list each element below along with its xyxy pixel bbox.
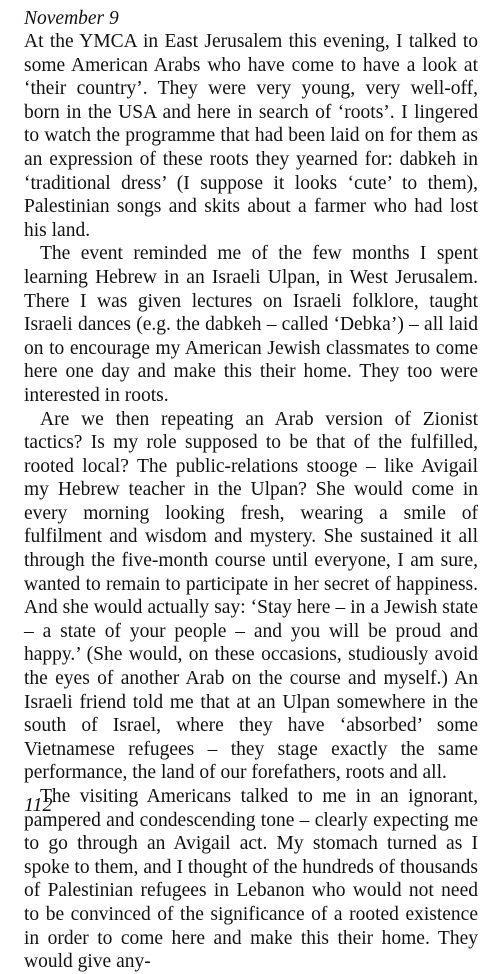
paragraph-visiting-americans: The visiting Americans talked to me in an ignorant, pampered and condescending tone – clearly expecting me to go through an Avigail act. My stomach turned as I spoke to them, and I thought of the hundreds of thousands of Palestinian refugees in Lebanon who would not need to be convinced of the significance of a rooted existence in order to come here and make this their home. They would give any- — [24, 786, 478, 973]
paragraph-zionist-tactics: Are we then repeating an Arab version of Zionist tactics? Is my role supposed to be that of the fulfilled, rooted local? The public-relations stooge – like Avigail my Hebrew teacher in the Ulpan? She would come in every morning looking fresh, wearing a smile of fulfilment and wisdom and mystery. She sustained it all through the five-month course until everyone, I am sure, wanted to remain to participate in her secret of happiness. And she would actually say: ‘Stay here – in a Jewish state – a state of your people – and you will be proud and happy.’ (She would, on these occasions, studiously avoid the eyes of another Arab on the course and myself.) An Israeli friend told me that at an Ulpan somewhere in the south of Israel, where they have ‘absorbed’ some Vietnamese refugees – they stage exactly the same performance, the land of our forefathers, roots and all. — [24, 408, 478, 784]
paragraph-ulpan-memory: The event reminded me of the few months I spent learning Hebrew in an Israeli Ulpan, in West Jerusalem. There I was given lectures on Israeli folklore, taught Israeli dances (e.g. the dabkeh – called ‘Debka’) – all laid on to encourage my American Jewish classmates to come here one day and make this their home. They too were interested in roots. — [24, 243, 478, 406]
paragraph-ymca-visit: At the YMCA in East Jerusalem this evening, I talked to some American Arabs who have come to have a look at ‘their country’. They were very young, very well-off, born in the USA and here in search of ‘roots’. I lingered to watch the programme that had been laid on for them as an expression of these roots they yearned for: dabkeh in ‘traditional dress’ (I suppose it looks ‘cute’ to them), Palestinian songs and skits about a farmer who had lost his land. — [24, 31, 478, 241]
entry-date: November 9 — [24, 8, 119, 29]
page-number: 112 — [24, 794, 53, 816]
